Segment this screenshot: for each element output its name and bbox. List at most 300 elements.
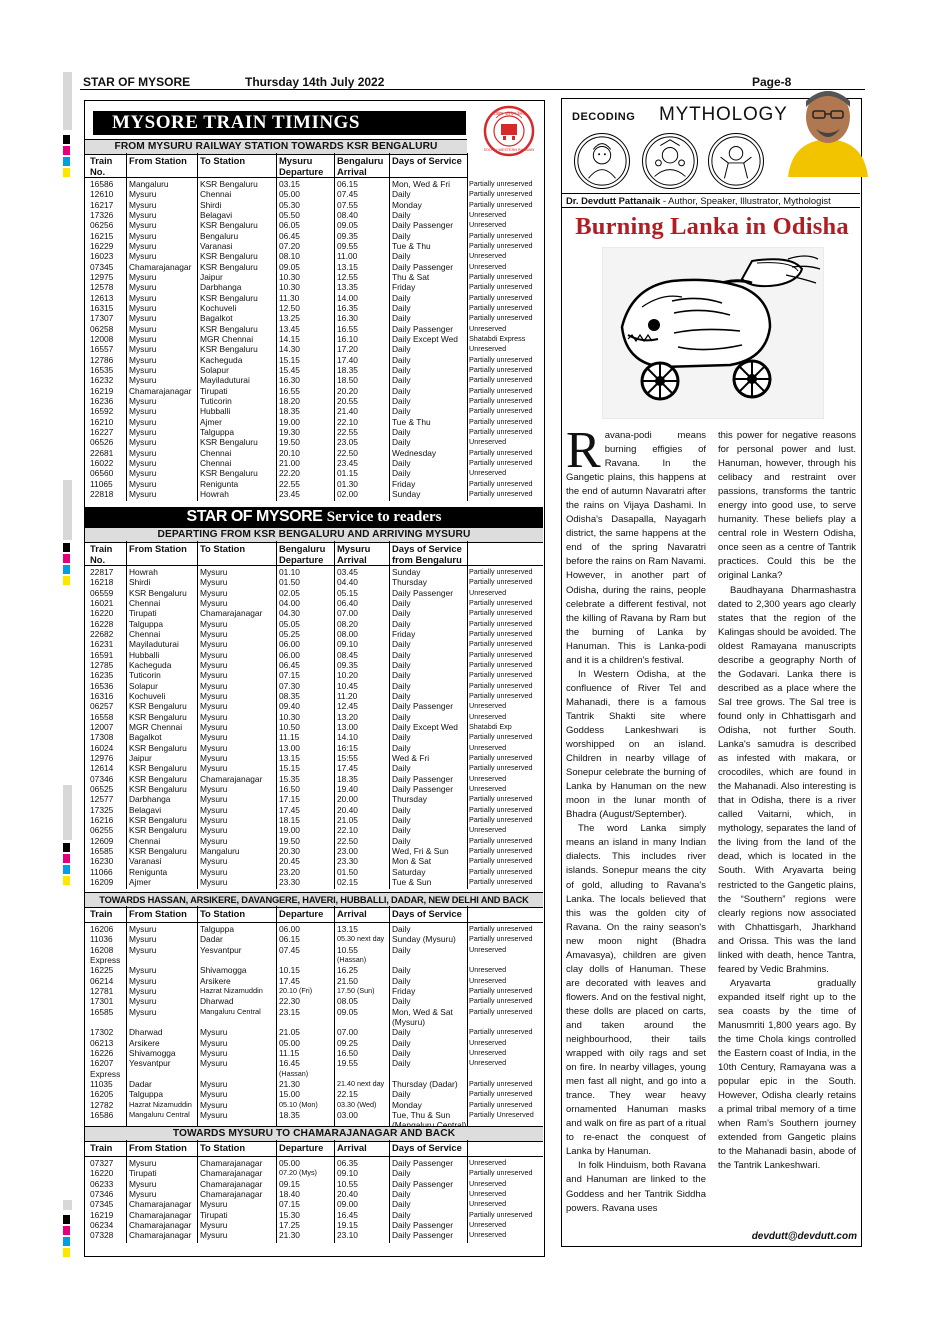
table-cell: Partially unreserved (469, 364, 533, 374)
table-cell: KSR Bengaluru (200, 261, 258, 272)
table-cell: 20.40 (337, 804, 358, 815)
author-email: devdutt@devdutt.com (751, 1231, 857, 1242)
table-cell: 07.00 (337, 1027, 358, 1038)
table-cell: 16210 (90, 416, 114, 427)
margin-strip (63, 480, 72, 540)
table-cell: 05.30 (279, 199, 300, 210)
table-cell: 16536 (90, 680, 114, 691)
table-row (85, 1027, 543, 1037)
table-cell: 20.55 (337, 395, 358, 406)
table-cell: Bengaluru (200, 230, 239, 241)
table-cell: Mysuru (200, 680, 228, 691)
table-cell: Friday (392, 478, 416, 489)
table-cell: 11.20 (337, 690, 358, 701)
table-cell: Daily (392, 804, 411, 815)
table-cell: Partially unreserved (469, 985, 533, 995)
table-cell: KSR Bengaluru (129, 773, 187, 784)
table-cell: Mysuru (200, 649, 228, 660)
table-cell: Mangaluru Central (129, 1109, 190, 1119)
table-cell: 14.10 (337, 732, 358, 743)
table-cell: 09.05 (337, 220, 358, 231)
table-cell: Kochuveli (200, 302, 237, 313)
table-cell: Daily (392, 1027, 411, 1038)
table-cell: 12782 (90, 1099, 114, 1110)
table-cell: 18.35 (337, 364, 358, 375)
margin-strip (63, 72, 72, 130)
table-cell: 15:55 (337, 752, 358, 763)
divider (85, 1156, 543, 1157)
table-cell: 19.00 (279, 825, 300, 836)
table-cell: 20.10 (Fri) (279, 985, 313, 995)
table-cell: 20.20 (337, 385, 358, 396)
table-row (85, 1158, 543, 1168)
table-cell: 17.45 (279, 804, 300, 815)
table-cell: Mysuru (200, 804, 228, 815)
table-cell: Chennai (129, 597, 161, 608)
table-cell: 16220 (90, 1168, 114, 1179)
table-cell: Talguppa (129, 618, 163, 629)
table-cell: 13.15 (337, 261, 358, 272)
table-cell: Mysuru (129, 1158, 157, 1168)
table-cell: 16.30 (337, 313, 358, 324)
table-cell: 06.40 (337, 597, 358, 608)
table-cell: Partially unreserved (469, 199, 533, 209)
table-cell: Mysuru (200, 856, 228, 867)
table-cell: 07345 (90, 261, 114, 272)
table-cell: Tirupati (129, 608, 157, 619)
table-cell: 17.25 (279, 1219, 300, 1230)
table-cell: 04.00 (279, 597, 300, 608)
table-cell: 01.30 (337, 478, 358, 489)
table-cell: Express (90, 1068, 121, 1079)
table-cell: 22681 (90, 447, 114, 458)
table-cell: Mysuru (129, 437, 157, 448)
table-cell: 17.40 (337, 354, 358, 365)
table-cell: Partially unreserved (469, 457, 533, 467)
table-row (85, 1220, 543, 1230)
table-cell: 16.30 (279, 375, 300, 386)
table-row (85, 588, 543, 598)
table-cell: Mysuru (200, 825, 228, 836)
table-cell: 07.20 (Mys) (279, 1168, 317, 1178)
column-header: From Station (129, 155, 187, 166)
table-cell: 16235 (90, 670, 114, 681)
timetable-rows (85, 567, 543, 887)
table-cell: Partially unreserved (469, 670, 533, 680)
table-cell: KSR Bengaluru (129, 701, 187, 712)
table-cell: 15.15 (279, 763, 300, 774)
table-row (85, 846, 543, 856)
table-cell: KSR Bengaluru (200, 437, 258, 448)
table-cell: Mysuru (129, 426, 157, 437)
section-title: FROM MYSURU RAILWAY STATION TOWARDS KSR BENGALURU (85, 139, 467, 155)
table-cell: Express (90, 954, 121, 965)
table-cell: Dadar (129, 1078, 152, 1089)
table-cell: Daily (392, 763, 411, 774)
table-cell: KSR Bengaluru (129, 742, 187, 753)
table-cell: 07346 (90, 773, 114, 784)
timetable-rows (85, 179, 533, 499)
table-cell: 12.45 (337, 701, 358, 712)
table-cell: Mysuru (129, 375, 157, 386)
table-cell: Mysuru (200, 783, 228, 794)
table-cell: 06.45 (279, 230, 300, 241)
table-cell: 06213 (90, 1037, 114, 1048)
table-cell: Daily (392, 344, 411, 355)
table-row (85, 354, 533, 365)
table-cell: Partially unreserved (469, 302, 533, 312)
table-cell: 16229 (90, 240, 114, 251)
table-cell: 22.50 (337, 447, 358, 458)
table-cell: 17325 (90, 804, 114, 815)
table-cell: 16586 (90, 179, 114, 189)
table-cell: Mysuru (129, 271, 157, 282)
table-cell: Unreserved (469, 1188, 507, 1198)
table-cell: Ajmer (129, 876, 151, 887)
table-cell: Tirupati (200, 1209, 228, 1220)
table-cell: Partially unreserved (469, 1027, 533, 1037)
table-cell: Sunday (392, 567, 421, 577)
table-row (85, 302, 533, 313)
table-cell: Daily (392, 1199, 411, 1210)
column-header: Arrival (337, 908, 367, 919)
table-cell: Shirdi (200, 199, 222, 210)
table-cell: Partially unreserved (469, 271, 533, 281)
table-cell: Thu & Sat (392, 271, 430, 282)
table-cell: 13.20 (337, 711, 358, 722)
table-cell: 12577 (90, 794, 114, 805)
table-cell: 17.20 (337, 344, 358, 355)
table-cell: Daily (392, 608, 411, 619)
table-cell: 13.00 (279, 742, 300, 753)
table-cell: Hubballi (129, 649, 160, 660)
table-row (85, 996, 543, 1006)
table-row (85, 447, 533, 458)
table-cell: Partially unreserved (469, 794, 533, 804)
table-cell: Partially unreserved (469, 835, 533, 845)
table-cell: 09.35 (337, 230, 358, 241)
table-cell: Tirupati (200, 385, 228, 396)
table-cell: Unreserved (469, 711, 507, 721)
table-cell: 07.45 (279, 944, 300, 955)
table-cell: Partially unreserved (469, 395, 533, 405)
table-cell: Partially unreserved (469, 447, 533, 457)
table-cell: 12.55 (337, 271, 358, 282)
table-cell: 15.30 (279, 1209, 300, 1220)
table-cell: 15.00 (279, 1089, 300, 1100)
table-row (85, 743, 543, 753)
table-cell: Mysuru (129, 220, 157, 231)
table-cell: 22.20 (279, 468, 300, 479)
table-cell: 16592 (90, 406, 114, 417)
table-cell: Partially unreserved (469, 597, 533, 607)
table-cell: Partially unreserved (469, 628, 533, 638)
table-cell: 16.45 (337, 1209, 358, 1220)
table-cell: Partially unreserved (469, 804, 533, 814)
page-header (80, 75, 865, 90)
table-cell: 08.00 (337, 628, 358, 639)
table-cell: Daily (392, 1047, 411, 1058)
table-row (85, 660, 543, 670)
table-cell: 09.10 (337, 1168, 358, 1179)
table-cell: Partially unreserved (469, 567, 533, 576)
table-cell: 19.40 (337, 783, 358, 794)
table-cell: 16024 (90, 742, 114, 753)
table-cell: Mysuru (129, 468, 157, 479)
column-header: From Station (129, 908, 187, 919)
table-cell: Mysuru (200, 732, 228, 743)
table-cell: Daily (392, 825, 411, 836)
table-cell: Partially unreserved (469, 856, 533, 866)
table-cell: 13.45 (279, 323, 300, 334)
table-cell: Partially unreserved (469, 876, 533, 886)
table-cell: Daily Passenger (392, 261, 453, 272)
table-cell: 10.15 (279, 965, 300, 976)
table-cell: Mysuru (129, 416, 157, 427)
table-cell: Partially unreserved (469, 292, 533, 302)
table-cell: Unreserved (469, 1037, 507, 1047)
column-header: To Station (200, 543, 246, 554)
table-cell: 03.00 (337, 1109, 358, 1120)
table-cell: Unreserved (469, 1058, 507, 1068)
table-cell: 07.45 (337, 189, 358, 200)
table-cell: 05.00 (279, 189, 300, 200)
table-cell: Mysuru (200, 1037, 228, 1048)
table-cell: 16219 (90, 385, 114, 396)
table-cell: KSR Bengaluru (129, 825, 187, 836)
table-cell: 06525 (90, 783, 114, 794)
column-header: Days of Service (392, 908, 462, 919)
table-cell: Mysuru (129, 478, 157, 489)
table-cell: Wed, Fri & Sun (392, 845, 449, 856)
table-cell: 16.45 (279, 1058, 300, 1069)
table-cell: Mysuru (200, 577, 228, 588)
table-row (85, 220, 507, 231)
table-cell: KSR Bengaluru (200, 292, 258, 303)
table-cell: KSR Bengaluru (129, 763, 187, 774)
table-cell: 21.00 (279, 457, 300, 468)
table-cell: Mysuru (200, 690, 228, 701)
table-row (85, 199, 533, 210)
table-row (85, 240, 533, 251)
table-cell: 19.50 (279, 437, 300, 448)
column-header: Bengaluru Departure (279, 543, 326, 565)
table-row (85, 712, 543, 722)
table-cell: Mysuru (200, 814, 228, 825)
table-cell: 16586 (90, 1109, 114, 1120)
table-cell: 12613 (90, 292, 114, 303)
table-cell: Partially unreserved (469, 426, 533, 436)
table-cell: Daily Passenger (392, 220, 453, 231)
table-cell: 01.50 (337, 866, 358, 877)
column-header: Train No. (90, 155, 113, 177)
timetable-rows (85, 924, 543, 1131)
table-cell: 06234 (90, 1219, 114, 1230)
table-cell: Daily (392, 649, 411, 660)
table-row (85, 722, 543, 732)
table-cell: Chennai (129, 628, 161, 639)
table-cell: 02.05 (279, 587, 300, 598)
table-row (85, 763, 543, 773)
table-cell: 07.30 (279, 680, 300, 691)
hanuman-cart-illustration (602, 247, 824, 419)
table-cell: 10.30 (279, 711, 300, 722)
table-cell: Mysuru (200, 1109, 228, 1120)
table-row (85, 437, 507, 448)
table-row (85, 457, 533, 468)
table-cell: Unreserved (469, 220, 507, 230)
table-cell: Partially unreserved (469, 814, 533, 824)
table-cell: Daily Passenger (392, 1219, 453, 1230)
table-cell: 21.40 (337, 406, 358, 417)
table-cell: 12008 (90, 333, 114, 344)
table-row (85, 945, 543, 955)
table-row (85, 805, 543, 815)
table-row (85, 1007, 543, 1017)
table-cell: 16206 (90, 924, 114, 934)
table-cell: 16205 (90, 1089, 114, 1100)
table-cell: Howrah (129, 567, 158, 577)
table-cell: 10.30 (279, 282, 300, 293)
table-cell: Mysuru (129, 323, 157, 334)
table-cell: 09.40 (279, 701, 300, 712)
table-cell: 22682 (90, 628, 114, 639)
table-cell: 10.50 (279, 721, 300, 732)
table-cell: 06258 (90, 323, 114, 334)
table-cell: 05.05 (279, 618, 300, 629)
table-cell: 16558 (90, 711, 114, 722)
table-cell: Chamarajanagar (129, 1209, 192, 1220)
table-cell: 19.55 (337, 1058, 358, 1069)
table-cell: Tuticorin (129, 670, 161, 681)
table-cell: Yesvantpur (129, 1058, 171, 1069)
table-cell: 18.15 (279, 814, 300, 825)
table-cell: KSR Bengaluru (200, 251, 258, 262)
table-row (85, 1038, 543, 1048)
table-row (85, 598, 543, 608)
table-cell: Daily (392, 965, 411, 976)
table-cell: 05.00 (279, 1037, 300, 1048)
table-cell: 10.55 (337, 944, 358, 955)
table-cell: 07.55 (337, 199, 358, 210)
column-header: Departure (279, 1142, 324, 1153)
table-cell: Unreserved (469, 251, 507, 261)
table-cell: 11.30 (279, 292, 300, 303)
article-paragraph: Baudhayana Dharmashastra dated to 2,300 years ago clearly states that the region of the Kalingas should be avoided. The oldest Ramayana manuscripts describe a geography North of the Godavari. Lanka there is described as a place where the Sal tree grows. The Sal tree is found only in Chhattisgarh and Odisha, not further South. Lanka's samudra is described as infested with makara, or crocodiles, which are found in the Mahanadi. Also interesting is that in Odisha, there is a river called Vaitarni, which, in mythology, separates the land of the living from the land of the dead, which is located in the South. With Aryavarta being restricted to the Gangetic plains, the “Southern” regions were clearly regions now associated with Chhattisgarh, Jharkhand and Orissa. This was the land linked with death, hence Tantra, feared by Vedic Brahmins. (718, 584, 856, 975)
table-cell: Partially unreserved (469, 577, 533, 587)
column-header: Train (90, 1142, 113, 1153)
table-cell: KSR Bengaluru (200, 344, 258, 355)
table-cell: Friday (392, 282, 416, 293)
divider (85, 922, 543, 923)
table-cell: 16.25 (337, 965, 358, 976)
table-cell: Mon, Wed & Fri (392, 179, 451, 189)
table-cell: 04.40 (337, 577, 358, 588)
brand-name: STAR OF MYSORE (186, 508, 323, 525)
table-row (85, 877, 543, 887)
table-cell: Daily (392, 732, 411, 743)
table-cell: Daily (392, 618, 411, 629)
table-cell: Mayiladuturai (129, 639, 179, 650)
column-header: Arrival (337, 1142, 367, 1153)
table-cell: KSR Bengaluru (129, 711, 187, 722)
table-cell: Varanasi (200, 240, 233, 251)
table-cell: 14.00 (337, 292, 358, 303)
table-cell: 22.15 (337, 1089, 358, 1100)
table-cell: Partially unreserved (469, 478, 533, 488)
table-cell: Unreserved (469, 975, 507, 985)
table-cell: Partially unreserved (469, 1209, 533, 1219)
table-cell: Jaipur (200, 271, 223, 282)
table-cell: Daily Passenger (392, 323, 453, 334)
column-header: From Station (129, 1142, 187, 1153)
table-row (85, 271, 533, 282)
table-cell: 23.20 (279, 866, 300, 877)
table-cell: Chamarajanagar (200, 1158, 263, 1168)
column-header: Mysuru Arrival (337, 543, 371, 565)
table-cell: (Hassan) (279, 1068, 309, 1078)
table-row (85, 701, 543, 711)
table-cell: Daily (392, 426, 411, 437)
table-row (85, 856, 543, 866)
table-cell: Daily Passenger (392, 701, 453, 712)
table-cell: 05.30 next day (337, 934, 385, 944)
table-cell: KSR Bengaluru (200, 179, 258, 189)
table-cell: Partially unreserved (469, 752, 533, 762)
table-cell: 11.00 (337, 251, 358, 262)
table-cell: 07345 (90, 1199, 114, 1210)
table-cell: Partially unreserved (469, 845, 533, 855)
table-cell: Mysuru (200, 752, 228, 763)
table-cell: 16217 (90, 199, 114, 210)
table-cell: 14.30 (279, 344, 300, 355)
table-cell: Unreserved (469, 468, 507, 478)
table-cell: Unreserved (469, 1178, 507, 1188)
table-cell: Daily (392, 996, 411, 1007)
table-cell: Chamarajanagar (129, 261, 192, 272)
table-cell: Partially unreserved (469, 639, 533, 649)
table-cell: 05.00 (279, 1158, 300, 1168)
table-cell: Unreserved (469, 1230, 507, 1240)
table-cell: 14.15 (279, 333, 300, 344)
table-row (85, 395, 533, 406)
table-cell: 23.45 (279, 488, 300, 499)
table-row (85, 468, 507, 479)
table-row (85, 406, 533, 417)
table-cell: Kacheguda (200, 354, 243, 365)
column-header: Train No. (90, 543, 113, 565)
table-cell: 09.10 (337, 639, 358, 650)
table-row (85, 934, 543, 944)
table-row (85, 836, 543, 846)
train-timings-title: MYSORE TRAIN TIMINGS (93, 111, 466, 135)
table-cell: 06214 (90, 975, 114, 986)
table-cell: 03.45 (337, 567, 358, 577)
table-cell: 09.15 (279, 1178, 300, 1189)
table-cell: Shivamogga (129, 1047, 176, 1058)
table-cell: Unreserved (469, 323, 507, 333)
table-cell: Mysuru (129, 1006, 157, 1017)
table-cell: 22.10 (337, 825, 358, 836)
table-cell: Howrah (200, 488, 229, 499)
table-row (85, 1199, 543, 1209)
table-cell: Thursday (392, 794, 427, 805)
table-row (85, 179, 533, 189)
table-cell: 06.35 (337, 1158, 358, 1168)
table-cell: Sunday (Mysuru) (392, 934, 456, 945)
section-title: TOWARDS MYSURU TO CHAMARAJANAGAR AND BACK (85, 1126, 543, 1142)
table-cell: Shivamogga (200, 965, 247, 976)
